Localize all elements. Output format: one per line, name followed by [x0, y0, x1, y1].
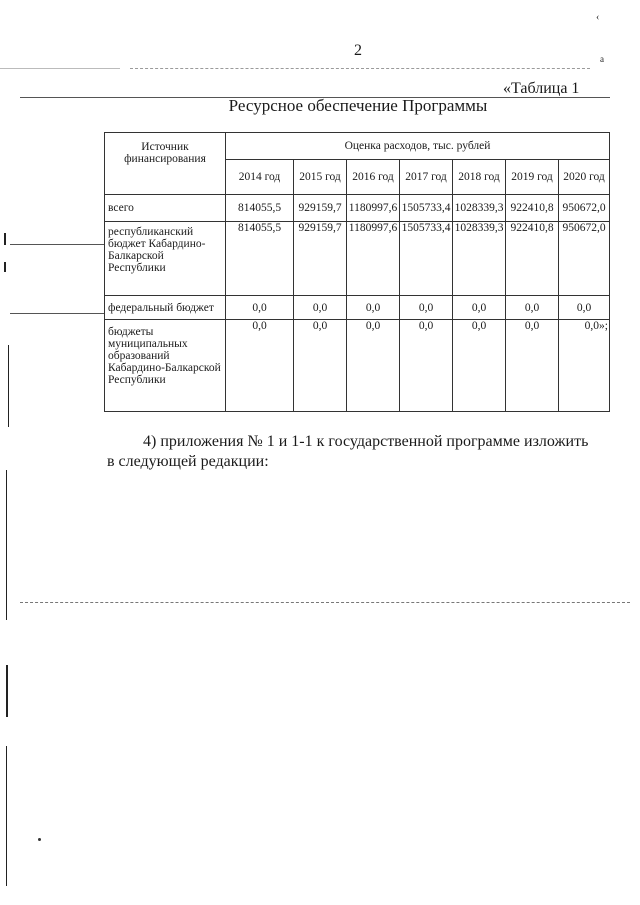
value-cell: 1505733,4 [400, 195, 453, 222]
value-cell: 0,0 [400, 320, 453, 412]
value-cell: 0,0 [559, 296, 610, 320]
value-cell: 0,0 [347, 296, 400, 320]
scan-line [20, 602, 630, 603]
value-cell: 1180997,6 [347, 195, 400, 222]
table-title: Ресурсное обеспечение Программы [228, 96, 488, 115]
paragraph-line: 4) приложения № 1 и 1-1 к государственной программе изложить [143, 433, 589, 450]
margin-bar [4, 233, 6, 245]
year-header: 2016 год [347, 160, 400, 195]
margin-bar [4, 262, 6, 272]
value-cell: 0,0 [294, 296, 347, 320]
scan-mark: a [600, 54, 604, 64]
source-cell: бюджеты муниципальных образований Кабардино-Балкарской Республики [105, 320, 226, 412]
value-cell: 0,0 [506, 296, 559, 320]
margin-bar [6, 746, 7, 886]
value-cell: 922410,8 [506, 222, 559, 296]
value-cell: 1180997,6 [347, 222, 400, 296]
value-cell: 1028339,3 [453, 222, 506, 296]
value-cell: 0,0 [226, 320, 294, 412]
value-cell: 0,0 [226, 296, 294, 320]
year-header: 2017 год [400, 160, 453, 195]
table-reference: «Таблица 1 [503, 80, 580, 97]
value-cell: 814055,5 [226, 222, 294, 296]
value-cell: 0,0 [453, 296, 506, 320]
table-row [105, 222, 610, 296]
scan-mark: ‹ [596, 12, 600, 23]
value-cell: 0,0 [400, 296, 453, 320]
page-number: 2 [354, 42, 362, 59]
value-cell: 929159,7 [294, 222, 347, 296]
value-cell: 0,0 [347, 320, 400, 412]
year-header: 2015 год [294, 160, 347, 195]
table-row [105, 320, 610, 412]
year-header: 2014 год [226, 160, 294, 195]
year-header: 2018 год [453, 160, 506, 195]
value-cell: 0,0 [453, 320, 506, 412]
value-cell: 922410,8 [506, 195, 559, 222]
estimate-header: Оценка расходов, тыс. рублей [226, 133, 610, 160]
table-row [105, 296, 610, 320]
source-header: Источник финансирования [105, 133, 226, 195]
value-cell: 929159,7 [294, 195, 347, 222]
value-cell: 0,0 [294, 320, 347, 412]
scan-line [0, 68, 120, 69]
source-cell: республиканский бюджет Кабардино-Балкарской Республики [105, 222, 226, 296]
amendment-paragraph [107, 432, 607, 472]
margin-line [10, 313, 104, 314]
source-cell: всего [105, 195, 226, 222]
margin-bar [6, 665, 8, 717]
source-cell: федеральный бюджет [105, 296, 226, 320]
budget-table [104, 132, 610, 412]
value-cell: 0,0»; [559, 320, 610, 412]
scan-speck [38, 838, 41, 841]
margin-bar [8, 345, 9, 427]
margin-line [10, 244, 104, 245]
value-cell: 1028339,3 [453, 195, 506, 222]
margin-bar [6, 470, 7, 620]
value-cell: 950672,0 [559, 222, 610, 296]
scan-line [130, 68, 590, 69]
table-row [105, 195, 610, 222]
value-cell: 0,0 [506, 320, 559, 412]
value-cell: 814055,5 [226, 195, 294, 222]
paragraph-line: в следующей редакции: [107, 453, 269, 470]
value-cell: 1505733,4 [400, 222, 453, 296]
value-cell: 950672,0 [559, 195, 610, 222]
year-header: 2020 год [559, 160, 610, 195]
year-header: 2019 год [506, 160, 559, 195]
